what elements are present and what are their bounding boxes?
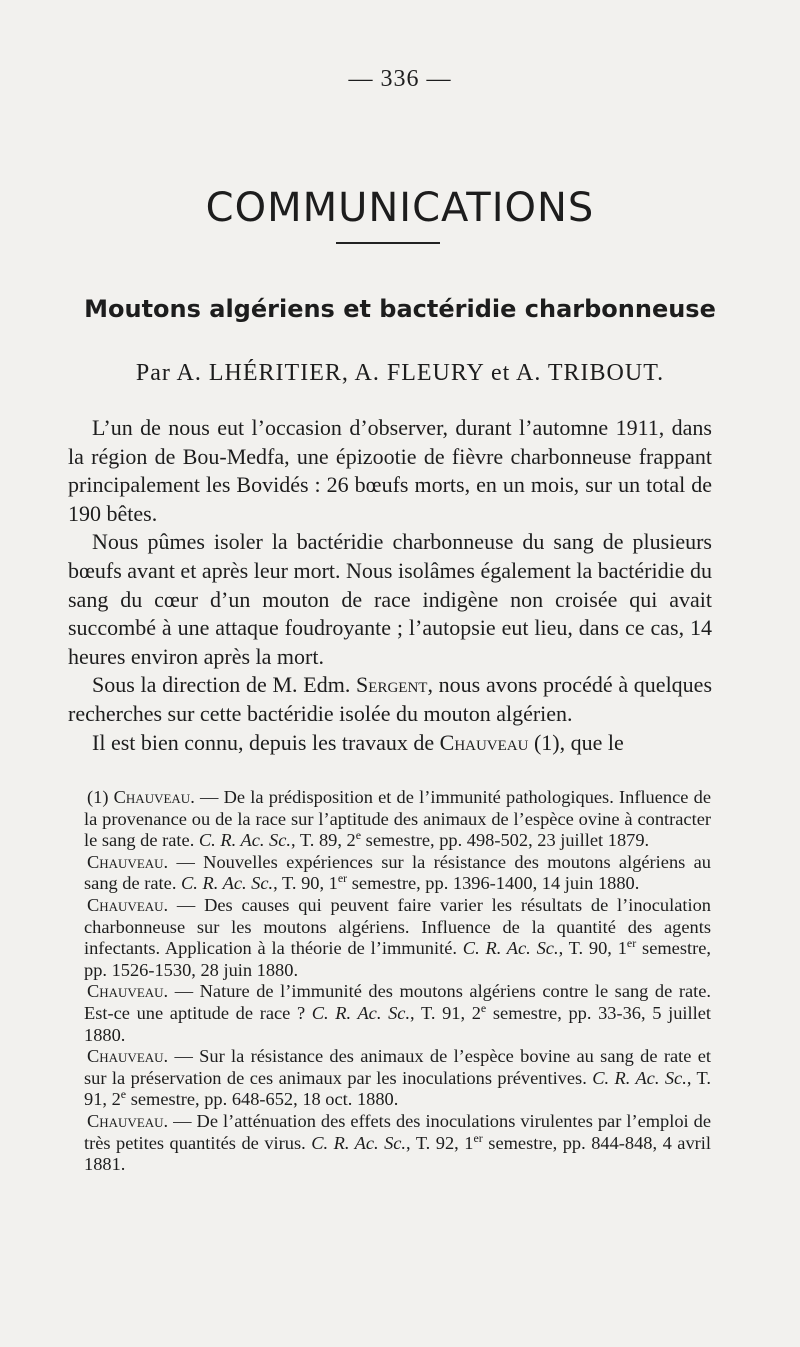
footnote-entry: Chauveau. — De l’atténuation des effets des inoculations virulentes par l’emploi de très petites quantités de virus. C. R. Ac. Sc., T. 92, 1er semestre, pp. 844-848, 4 avril 1881. — [84, 1110, 712, 1175]
paragraph-3 — [68, 671, 712, 728]
paragraph-1: L’un de nous eut l’occasion d’observer, durant l’automne 1911, dans la région de Bou-Medfa, une épizootie de fièvre charbonneuse frappant principalement les Bovidés : 26 bœufs morts, en un mois, sur un total de 190 bêtes. — [68, 415, 712, 526]
footnote-journal: C. R. Ac. Sc. — [198, 830, 292, 851]
footnote-sup: er — [473, 1130, 483, 1145]
footnote-text: — Sur la résistance des animaux de l’espèce bovine au sang de rate et sur la préservation de ces animaux par les inoculations préventives. — [84, 1046, 711, 1088]
footnote-pages: semestre, pp. 1526-1530, 28 juin 1880. — [84, 938, 711, 980]
footnote-volume: , T. 92, 1 — [406, 1132, 474, 1153]
footnote-sup: e — [120, 1087, 127, 1102]
section-title: COMMUNICATIONS — [205, 185, 595, 231]
footnote-text: — Des causes qui peuvent faire varier les résultats de l’inoculation charbonneuse sur les moutons algériens. Influence de la quantité des agents infectants. Application à la théorie de l’immunité. — [84, 894, 711, 959]
footnote-pages: semestre, pp. 648-652, 18 oct. 1880. — [130, 1089, 399, 1110]
footnote-volume: , T. 91, 2 — [84, 1067, 711, 1110]
author-name-sergent: Sergent — [356, 672, 428, 698]
footnotes — [84, 787, 711, 1176]
footnote-author: Chauveau — [87, 981, 164, 1002]
footnote-author: Chauveau — [113, 787, 191, 807]
article-authors: Par A. LHÉRITIER, A. FLEURY et A. TRIBOUT. — [135, 360, 665, 386]
article-title: Moutons algériens et bactéridie charbonneuse — [84, 295, 716, 323]
footnote-entry: Chauveau. — Des causes qui peuvent faire varier les résultats de l’inoculation charbonneuse sur les moutons algériens. Influence de la quantité des agents infectants. Application à la théorie de l’immunité. C. R. Ac. Sc., T. 90, 1er semestre, pp. 1526-1530, 28 juin 1880. — [84, 894, 711, 980]
footnote-journal: C. R. Ac. Sc. — [181, 873, 274, 894]
footnote-volume: , T. 89, 2 — [291, 830, 356, 851]
paragraph-4-text-end: (1), que le — [533, 729, 624, 755]
footnote-entry: Chauveau. — Nature de l’immunité des moutons algériens contre le sang de rate. Est-ce une aptitude de race ? C. R. Ac. Sc., T. 91, 2e semestre, pp. 33-36, 5 juillet 1880. — [84, 981, 711, 1045]
title-rule — [336, 242, 440, 244]
footnote-author: Chauveau — [87, 851, 164, 872]
footnote-sup: e — [355, 828, 362, 843]
footnote-entry: (1) Chauveau. — De la prédisposition et de l’immunité pathologiques. Influence de la provenance ou de la race sur l’aptitude des animaux de l’espèce ovine à contracter le sang de rate. C. R. Ac. Sc., T. 89, 2e semestre, pp. 498-502, 23 juillet 1879. — [84, 787, 711, 851]
footnote-pages: semestre, pp. 1396-1400, 14 juin 1880. — [351, 873, 640, 894]
footnote-author: Chauveau — [87, 1110, 164, 1131]
footnote-journal: C. R. Ac. Sc. — [311, 1132, 407, 1153]
article-body — [68, 414, 712, 757]
footnote-text: — De la prédisposition et de l’immunité pathologiques. Influence de la provenance ou de la race sur l’aptitude des animaux de l’espèce ovine à contracter le sang de rate. — [84, 787, 711, 851]
footnote-journal: C. R. Ac. Sc. — [311, 1002, 411, 1023]
author-name-chauveau: Chauveau — [439, 729, 529, 755]
footnote-sup: e — [480, 1000, 487, 1015]
footnote-entry: Chauveau. — Sur la résistance des animaux de l’espèce bovine au sang de rate et sur la préservation de ces animaux par les inoculations préventives. C. R. Ac. Sc., T. 91, 2e semestre, pp. 648-652, 18 oct. 1880. — [84, 1046, 711, 1110]
footnote-journal: C. R. Ac. Sc. — [462, 938, 559, 959]
page-number: — 336 — — [348, 66, 452, 92]
paragraph-4-text: Il est bien connu, depuis les travaux de — [92, 729, 435, 755]
paragraph-4 — [68, 729, 712, 758]
footnote-marker: (1) — [87, 787, 109, 807]
footnote-volume: , T. 91, 2 — [410, 1002, 481, 1023]
footnote-text: — Nature de l’immunité des moutons algériens contre le sang de rate. Est-ce une aptitude de race ? — [84, 981, 711, 1023]
footnote-volume: , T. 90, 1 — [273, 873, 338, 894]
footnote-pages: semestre, pp. 498-502, 23 juillet 1879. — [365, 830, 650, 851]
footnote-author: Chauveau — [87, 894, 164, 915]
paragraph-3-text-end: , nous avons procédé à quelques recherches sur cette bactéridie isolée du mouton algérien. — [68, 672, 713, 726]
footnote-sup: er — [626, 936, 637, 951]
paragraph-2: Nous pûmes isoler la bactéridie charbonneuse du sang de plusieurs bœufs avant et après leur mort. Nous isolâmes également la bactéridie du sang du cœur d’un mouton de race indigène non croisée qui avait succombé à une attaque foudroyante ; l’autopsie eut lieu, dans ce cas, 14 heures environ après la mort. — [68, 529, 712, 669]
footnote-pages: semestre, pp. 33-36, 5 juillet 1880. — [84, 1002, 711, 1045]
footnote-pages: semestre, pp. 844-848, 4 avril 1881. — [84, 1132, 712, 1175]
footnote-journal: C. R. Ac. Sc. — [592, 1067, 687, 1088]
paragraph-3-text: Sous la direction de M. Edm. — [92, 672, 351, 698]
footnote-author: Chauveau — [87, 1046, 164, 1067]
footnote-entry: Chauveau. — Nouvelles expériences sur la résistance des moutons algériens au sang de rate. C. R. Ac. Sc., T. 90, 1er semestre, pp. 1396-1400, 14 juin 1880. — [84, 851, 711, 894]
footnote-volume: , T. 90, 1 — [558, 938, 627, 959]
footnote-text: — Nouvelles expériences sur la résistance des moutons algériens au sang de rate. — [84, 851, 711, 894]
footnote-sup: er — [337, 871, 348, 886]
footnote-text: — De l’atténuation des effets des inoculations virulentes par l’emploi de très petites quantités de virus. — [84, 1110, 712, 1153]
